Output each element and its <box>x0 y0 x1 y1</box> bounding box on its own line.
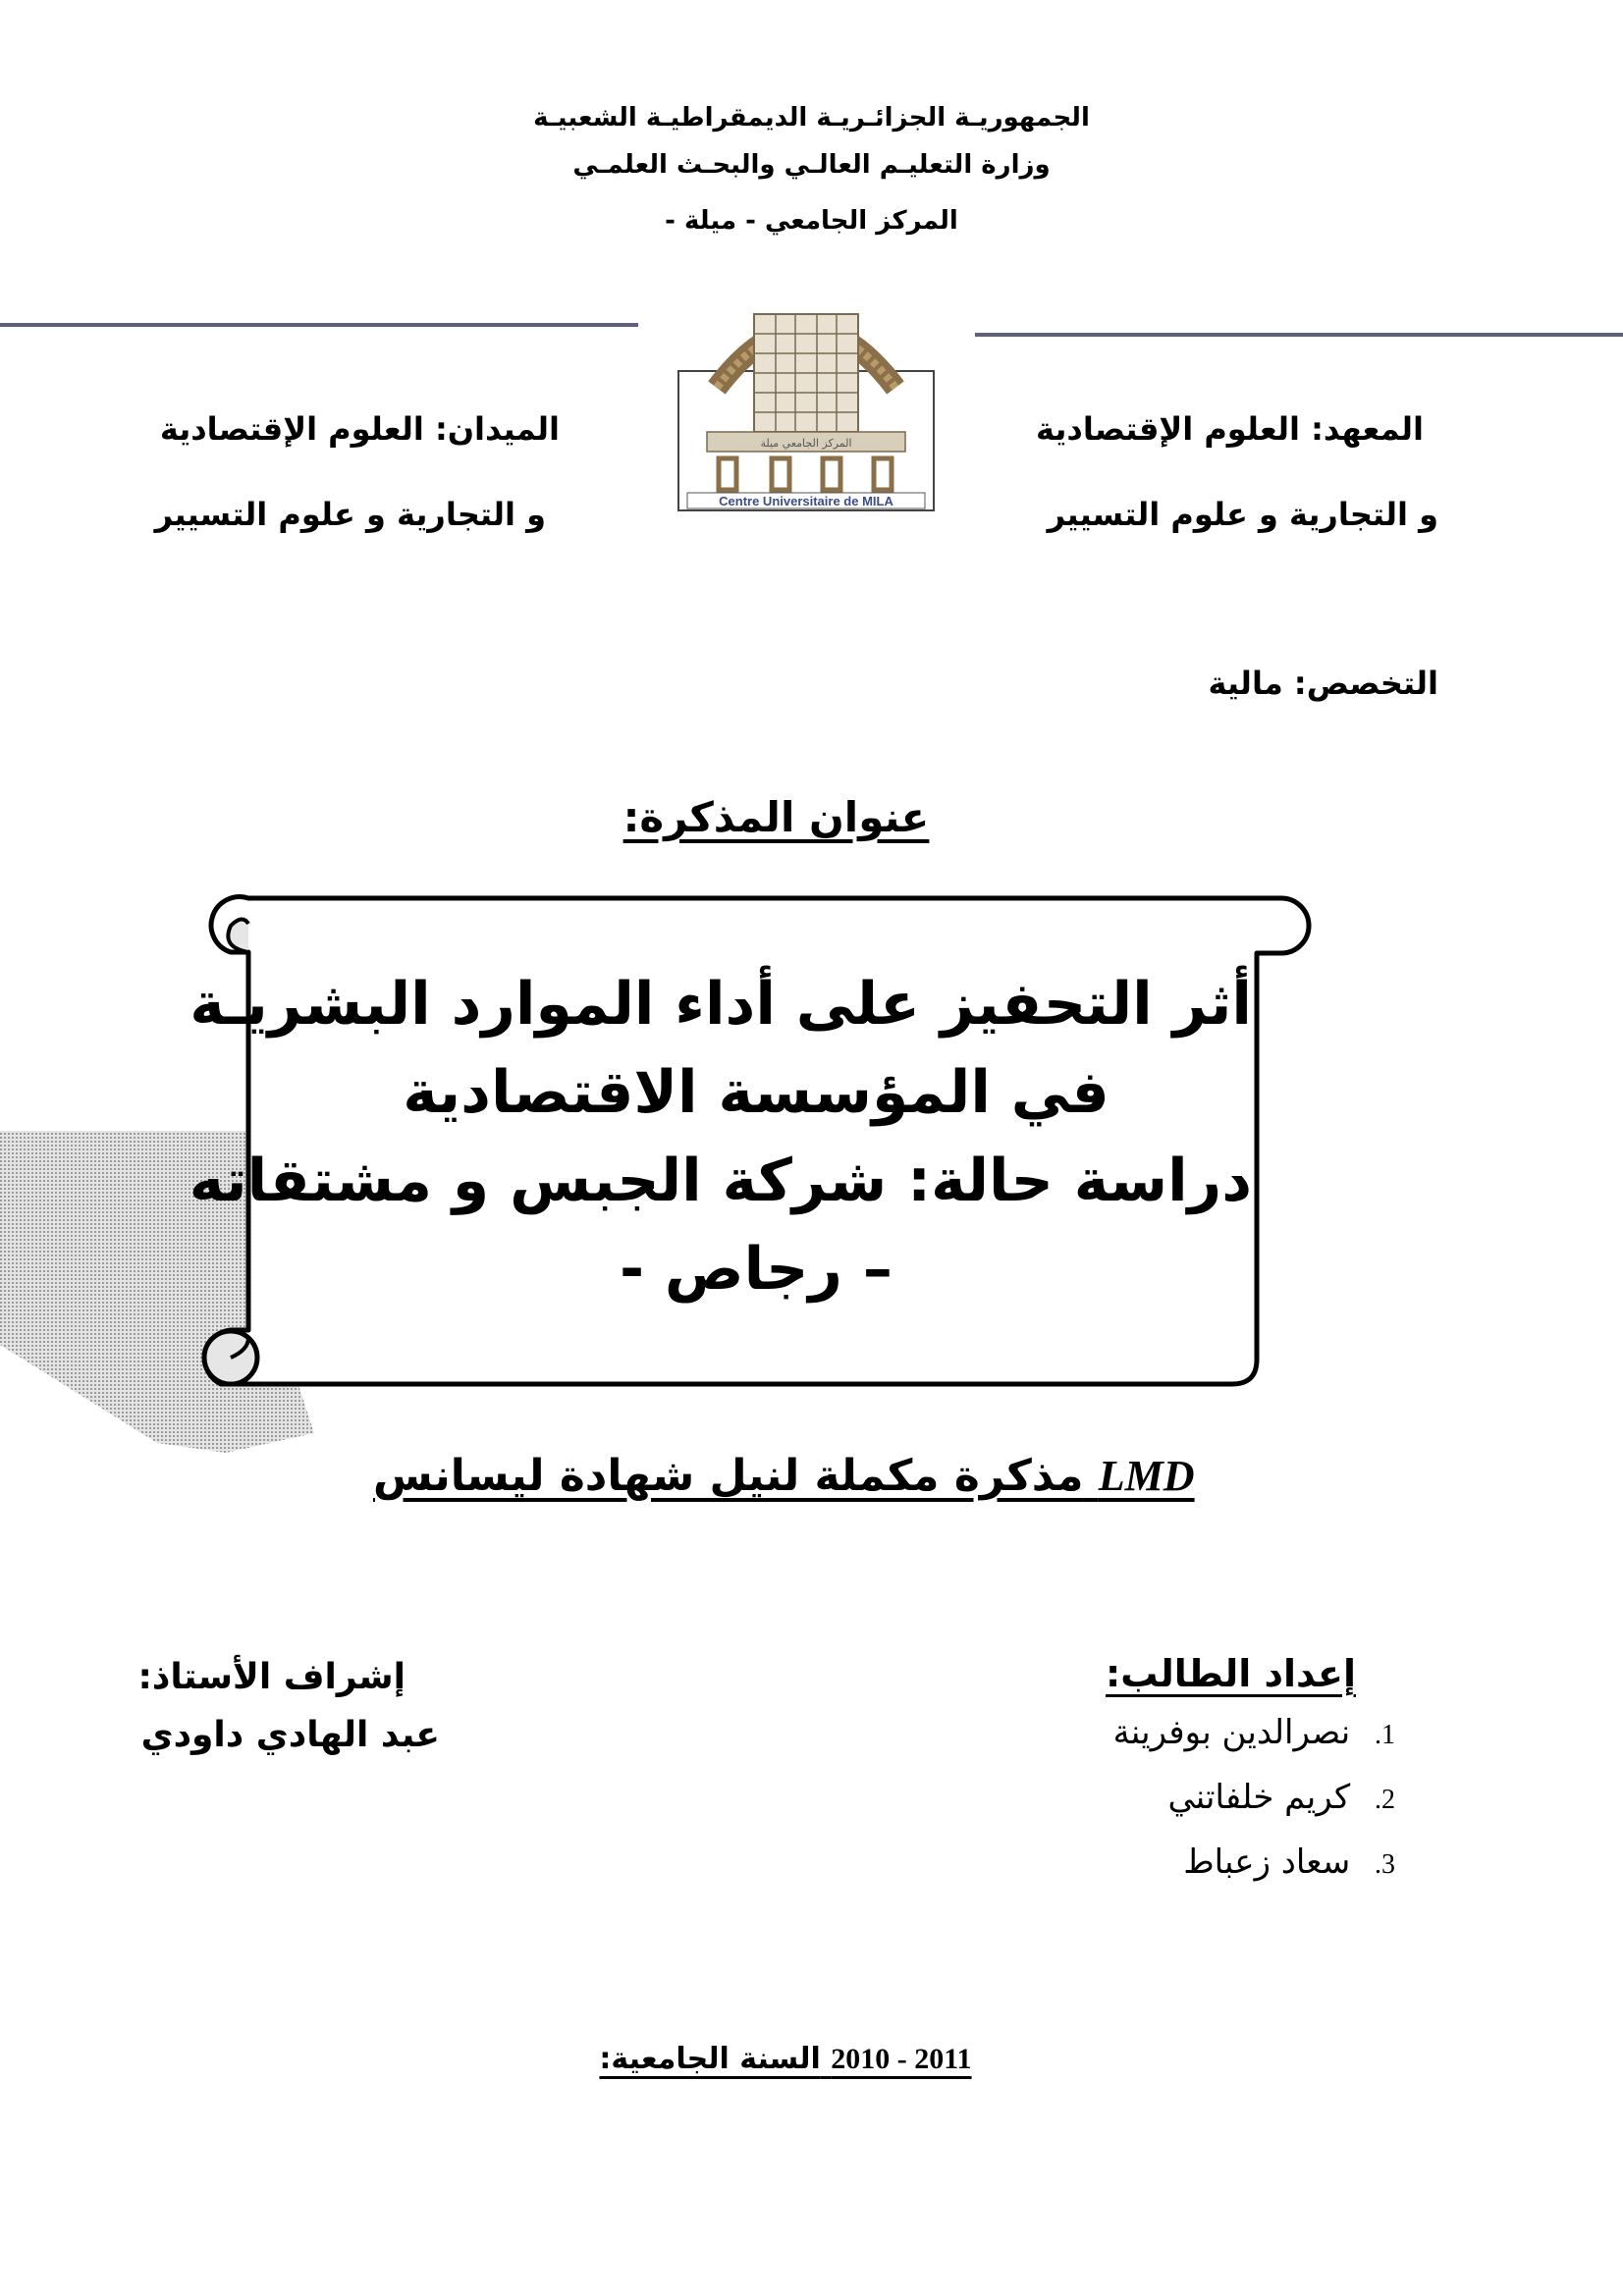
degree-statement <box>373 1451 1195 1501</box>
thesis-title-line-4: – رجاص - <box>620 1235 893 1304</box>
institute-line-2: و التجارية و علوم التسيير <box>1047 496 1438 533</box>
student-name: سعاد زعباط <box>1183 1842 1351 1882</box>
degree-text: مذكرة مكملة لنيل شهادة ليسانس <box>373 1451 1084 1501</box>
ministry-heading: وزارة التعليـم العالـي والبحـث العلمـي <box>572 150 1051 180</box>
university-logo <box>677 280 935 512</box>
student-number: 1. <box>1375 1720 1395 1750</box>
academic-year-value: 2010 - 2011 <box>831 2043 972 2075</box>
logo-caption: Centre Universitaire de MILA <box>719 494 893 508</box>
thesis-title-line-3: دراسة حالة: شركة الجبس و مشتقاته <box>189 1147 1252 1215</box>
thesis-title-line-1: أثر التحفيز على أداء الموارد البشريـة <box>189 970 1252 1039</box>
student-number: 2. <box>1375 1785 1395 1815</box>
student-name: نصرالدين بوفرينة <box>1112 1713 1351 1752</box>
supervisor-name: عبد الهادي داودي <box>140 1715 440 1755</box>
degree-abbr: LMD <box>1098 1452 1195 1500</box>
specialty: التخصص: مالية <box>1208 665 1438 702</box>
domain-line-2: و التجارية و علوم التسيير <box>154 496 546 533</box>
student-list <box>904 1713 1395 1907</box>
right-rule <box>975 333 1623 337</box>
institute-line-1: المعهد: العلوم الإقتصادية <box>1035 410 1424 448</box>
logo-arabic-caption: المركز الجامعي ميلة <box>760 437 852 450</box>
center-heading: المركز الجامعي - ميلة - <box>665 206 958 236</box>
supervisor-label: إشراف الأستاذ: <box>137 1657 406 1697</box>
thesis-title-line-2: في المؤسسة الاقتصادية <box>403 1058 1109 1127</box>
student-name: كريم خلفاتني <box>1167 1778 1351 1817</box>
student-item <box>904 1778 1395 1842</box>
domain-line-1: الميدان: العلوم الإقتصادية <box>159 410 560 448</box>
students-label: إعداد الطالب: <box>1106 1652 1356 1695</box>
student-item <box>904 1713 1395 1778</box>
academic-year <box>491 2042 1080 2076</box>
memo-title-label: عنوان المذكرة: <box>622 793 930 841</box>
student-item <box>904 1842 1395 1907</box>
student-number: 3. <box>1375 1849 1395 1880</box>
left-rule <box>0 323 638 327</box>
title-scroll-frame <box>191 888 1321 1394</box>
republic-heading: الجمهوريـة الجزائـريـة الديمقراطيـة الشعبيـة <box>533 103 1090 133</box>
academic-year-label: السنة الجامعية: <box>599 2042 821 2076</box>
